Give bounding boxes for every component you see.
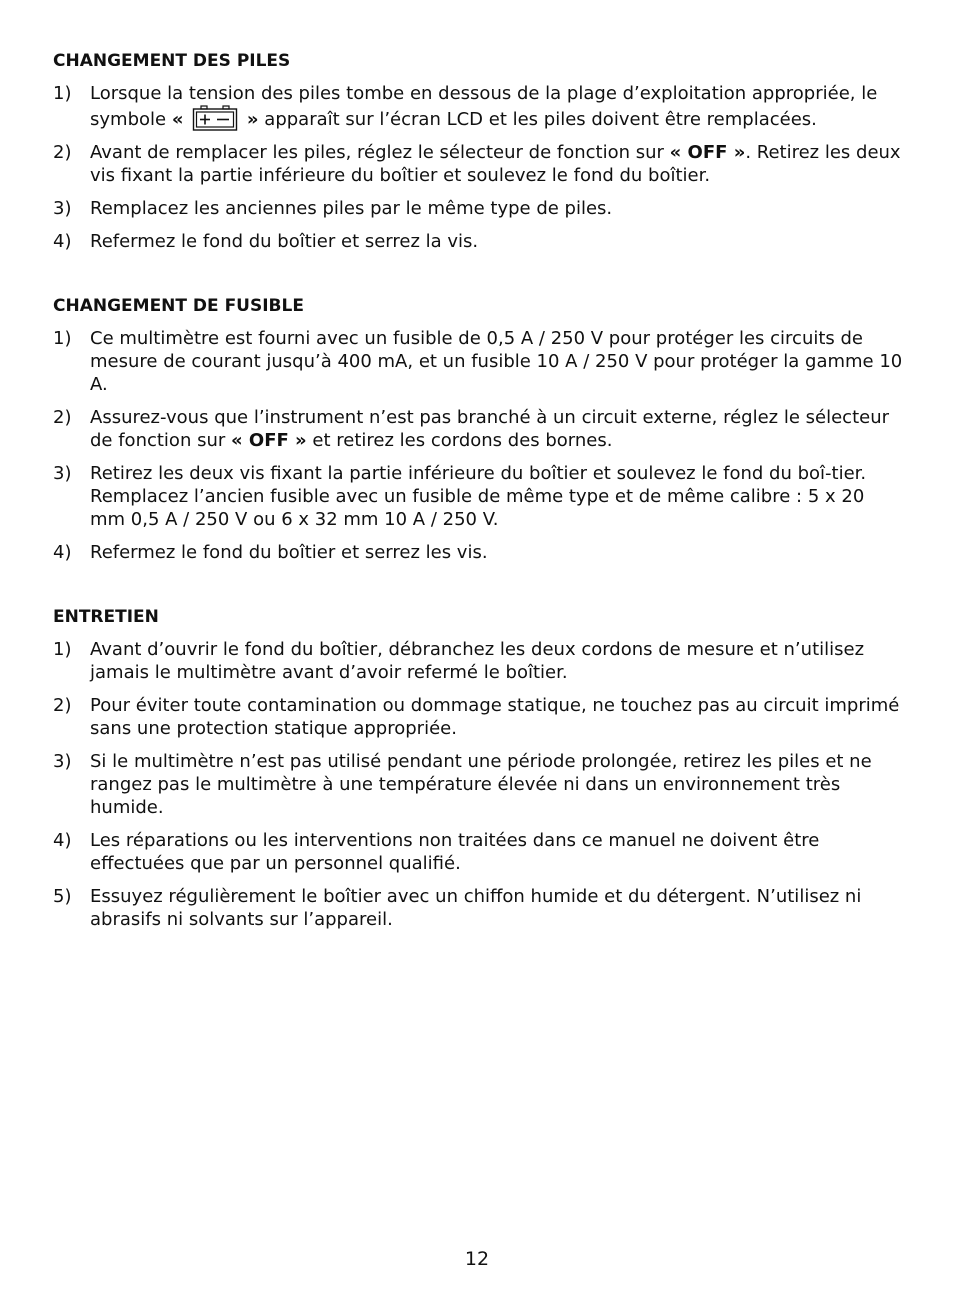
list-item-text	[90, 885, 903, 931]
text-segment: Lorsque la tension des piles tombe en dessous de la plage d’exploitation appropriée, le symbole	[90, 83, 878, 130]
list-item-number: 3)	[53, 751, 72, 772]
list-item	[53, 141, 903, 187]
emphasis-text: « OFF »	[231, 430, 307, 451]
text-segment: Refermez le fond du boîtier et serrez les vis.	[90, 542, 488, 563]
page-number: 12	[464, 1248, 490, 1270]
list-item	[53, 327, 903, 396]
text-segment: Retirez les deux vis fixant la partie inférieure du boîtier et soulevez le fond du boî-tier. Remplacez l’ancien fusible avec un fusible de même type et de même calibre : 5 x 20 mm 0,5 A / 250 V ou 6 x 32 mm 10 A / 250 V.	[90, 463, 867, 530]
section-changement-de-fusible	[53, 295, 903, 564]
emphasis-text: »	[246, 109, 259, 130]
text-segment: Les réparations ou les interventions non traitées dans ce manuel ne doivent être effectuées que par un personnel qualifié.	[90, 830, 820, 874]
list-item-text	[90, 327, 903, 396]
emphasis-text: « OFF »	[669, 142, 746, 163]
section-changement-des-piles	[53, 50, 903, 253]
list-item-number: 1)	[53, 639, 72, 660]
list-item	[53, 829, 903, 875]
page-content	[53, 50, 903, 973]
list-item	[53, 694, 903, 740]
list-item-number: 3)	[53, 463, 72, 484]
list-item-number: 4)	[53, 542, 72, 563]
text-segment: apparaît sur l’écran LCD et les piles doivent être remplacées.	[258, 109, 817, 130]
list-item-text	[90, 406, 903, 452]
list-item-text	[90, 141, 903, 187]
list-item-number: 5)	[53, 886, 72, 907]
list-item	[53, 406, 903, 452]
section-entretien	[53, 606, 903, 931]
text-segment: Si le multimètre n’est pas utilisé pendant une période prolongée, retirez les piles et ne rangez pas le multimètre à une température élevée ni dans un environnement très humide.	[90, 751, 872, 818]
list-item-number: 2)	[53, 407, 72, 428]
list-item	[53, 197, 903, 220]
list-item-number: 1)	[53, 83, 72, 104]
text-segment: Refermez le fond du boîtier et serrez la vis.	[90, 231, 479, 252]
list-item	[53, 638, 903, 684]
emphasis-text: «	[171, 109, 184, 130]
list-item-text	[90, 694, 903, 740]
text-segment: Avant de remplacer les piles, réglez le sélecteur de fonction sur	[90, 142, 670, 163]
text-segment: Assurez-vous que l’instrument n’est pas branché à un circuit externe, réglez le sélecteur de fonction sur	[90, 407, 890, 451]
text-segment: Remplacez les anciennes piles par le même type de piles.	[90, 198, 613, 219]
list-item-text	[90, 541, 903, 564]
list-item-number: 4)	[53, 231, 72, 252]
list-item-text	[90, 197, 903, 220]
list-item-text	[90, 82, 903, 131]
list-item-number: 2)	[53, 142, 72, 163]
list-item-number: 4)	[53, 830, 72, 851]
section-heading: ENTRETIEN	[53, 607, 159, 627]
list-item	[53, 230, 903, 253]
list-item-number: 2)	[53, 695, 72, 716]
list-item	[53, 462, 903, 531]
text-segment: Avant d’ouvrir le fond du boîtier, débranchez les deux cordons de mesure et n’utilisez jamais le multimètre avant d’avoir refermé le boîtier.	[90, 639, 865, 683]
list-item	[53, 750, 903, 819]
list-item	[53, 885, 903, 931]
list-item	[53, 541, 903, 564]
text-segment: et retirez les cordons des bornes.	[306, 430, 613, 451]
section-heading: CHANGEMENT DE FUSIBLE	[53, 296, 304, 316]
list-item-text	[90, 462, 903, 531]
text-segment: Pour éviter toute contamination ou dommage statique, ne touchez pas au circuit imprimé sans une protection statique appropriée.	[90, 695, 900, 739]
list-item-text	[90, 750, 903, 819]
text-segment	[183, 109, 189, 130]
list-item-text	[90, 829, 903, 875]
list-item-text	[90, 230, 903, 253]
section-heading: CHANGEMENT DES PILES	[53, 51, 291, 71]
list-item-number: 1)	[53, 328, 72, 349]
list-item-number: 3)	[53, 198, 72, 219]
text-segment: Essuyez régulièrement le boîtier avec un chiffon humide et du détergent. N’utilisez ni abrasifs ni solvants sur l’appareil.	[90, 886, 862, 930]
battery-icon	[192, 105, 238, 131]
text-segment: Ce multimètre est fourni avec un fusible de 0,5 A / 250 V pour protéger les circuits de mesure de courant jusqu’à 400 mA, et un fusible 10 A / 250 V pour protéger la gamme 10 A.	[90, 328, 903, 395]
text-segment: . Retirez les deux vis fixant la partie inférieure du boîtier et soulevez le fond du boîtier.	[90, 142, 901, 186]
list-item	[53, 82, 903, 131]
list-item-text	[90, 638, 903, 684]
